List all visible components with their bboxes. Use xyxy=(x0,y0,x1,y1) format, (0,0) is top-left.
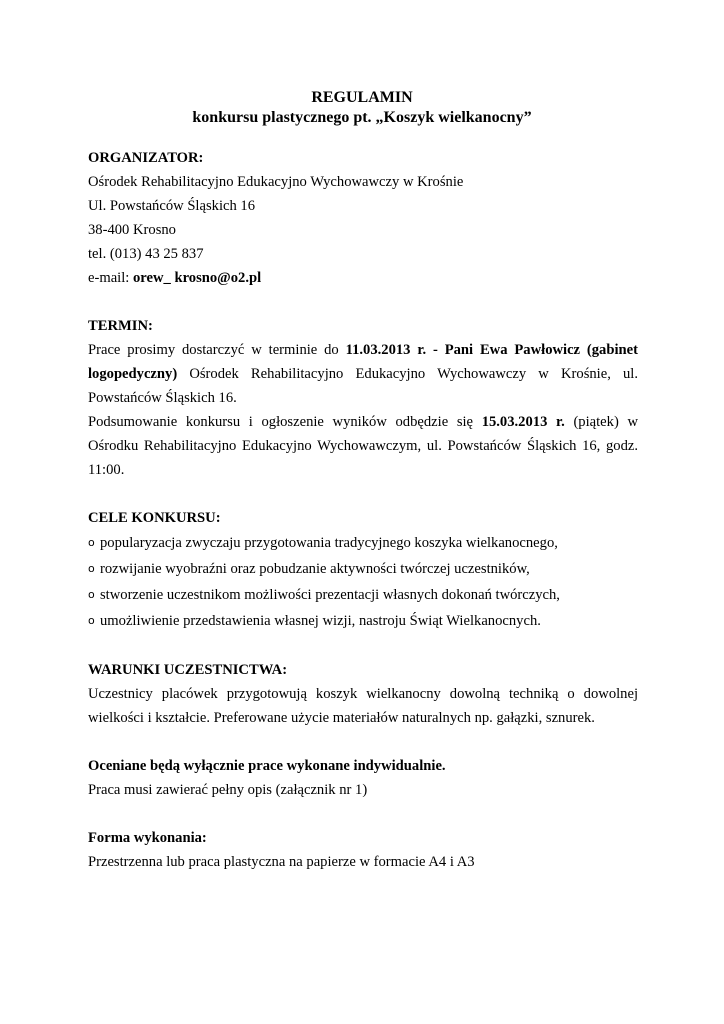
goal-text: popularyzacja zwyczaju przygotowania tradycyjnego koszyka wielkanocnego, xyxy=(100,535,558,551)
title-line-2: konkursu plastycznego pt. „Koszyk wielkanocny” xyxy=(192,109,532,126)
organizer-street: Ul. Powstańców Śląskich 16 xyxy=(88,198,256,214)
document-title xyxy=(0,88,724,128)
bullet-circle-icon: o xyxy=(88,588,95,601)
term-section xyxy=(88,314,638,482)
term-paragraph-1 xyxy=(88,338,638,410)
goal-text: umożliwienie przedstawienia własnej wizji, nastroju Świąt Wielkanocnych. xyxy=(100,613,541,629)
document-body xyxy=(88,146,638,874)
list-item xyxy=(88,608,638,634)
term-paragraph-2 xyxy=(88,410,638,482)
goals-heading: CELE KONKURSU: xyxy=(88,510,221,526)
term-p2-text-b: (piątek) w Ośrodku Rehabilitacyjno Edukacyjno Wychowawczym, ul. Powstańców Śląskich 16, godz. 11:00. xyxy=(88,414,639,478)
bullet-circle-icon: o xyxy=(88,536,95,549)
term-p1-text-b: Ośrodek Rehabilitacyjno Edukacyjno Wychowawczy w Krośnie, ul. Powstańców Śląskich 16. xyxy=(88,366,638,406)
goals-section xyxy=(88,506,638,634)
evaluation-note: Praca musi zawierać pełny opis (załącznik nr 1) xyxy=(88,782,368,798)
term-p2-text-a: Podsumowanie konkursu i ogłoszenie wyników odbędzie się xyxy=(88,414,482,430)
term-p1-text-a: Prace prosimy dostarczyć w terminie do xyxy=(88,342,346,358)
evaluation-section xyxy=(88,754,638,802)
organizer-name: Ośrodek Rehabilitacyjno Edukacyjno Wychowawczy w Krośnie xyxy=(88,174,464,190)
goal-text: stworzenie uczestnikom możliwości prezentacji własnych dokonań twórczych, xyxy=(100,587,560,603)
organizer-city: 38-400 Krosno xyxy=(88,222,176,238)
form-section xyxy=(88,826,638,874)
title-line-1: REGULAMIN xyxy=(311,89,413,106)
organizer-phone: tel. (013) 43 25 837 xyxy=(88,246,204,262)
form-heading: Forma wykonania: xyxy=(88,830,207,846)
conditions-text: Uczestnicy placówek przygotowują koszyk wielkanocny dowolną techniką o dowolnej wielkości i kształcie. Preferowane użycie materiałów naturalnych np. gałązki, sznurek. xyxy=(88,686,638,726)
conditions-section xyxy=(88,658,638,730)
list-item xyxy=(88,530,638,556)
term-p1-deadline: 11.03.2013 r. - Pani Ewa Pawłowicz (gabinet logopedyczny) xyxy=(88,342,638,382)
conditions-heading: WARUNKI UCZESTNICTWA: xyxy=(88,662,288,678)
bullet-circle-icon: o xyxy=(88,614,95,627)
organizer-heading: ORGANIZATOR: xyxy=(88,150,204,166)
list-item xyxy=(88,556,638,582)
term-p2-date: 15.03.2013 r. xyxy=(481,414,565,430)
goals-list xyxy=(88,530,638,634)
form-text: Przestrzenna lub praca plastyczna na papierze w formacie A4 i A3 xyxy=(88,854,475,870)
evaluation-rule: Oceniane będą wyłącznie prace wykonane indywidualnie. xyxy=(88,758,446,774)
email-label: e-mail: xyxy=(88,270,133,286)
term-heading: TERMIN: xyxy=(88,318,153,334)
bullet-circle-icon: o xyxy=(88,562,95,575)
list-item xyxy=(88,582,638,608)
organizer-email-line xyxy=(88,266,638,290)
email-value: orew_ krosno@o2.pl xyxy=(132,270,262,286)
goal-text: rozwijanie wyobraźni oraz pobudzanie aktywności twórczej uczestników, xyxy=(100,561,530,577)
organizer-section xyxy=(88,146,638,290)
